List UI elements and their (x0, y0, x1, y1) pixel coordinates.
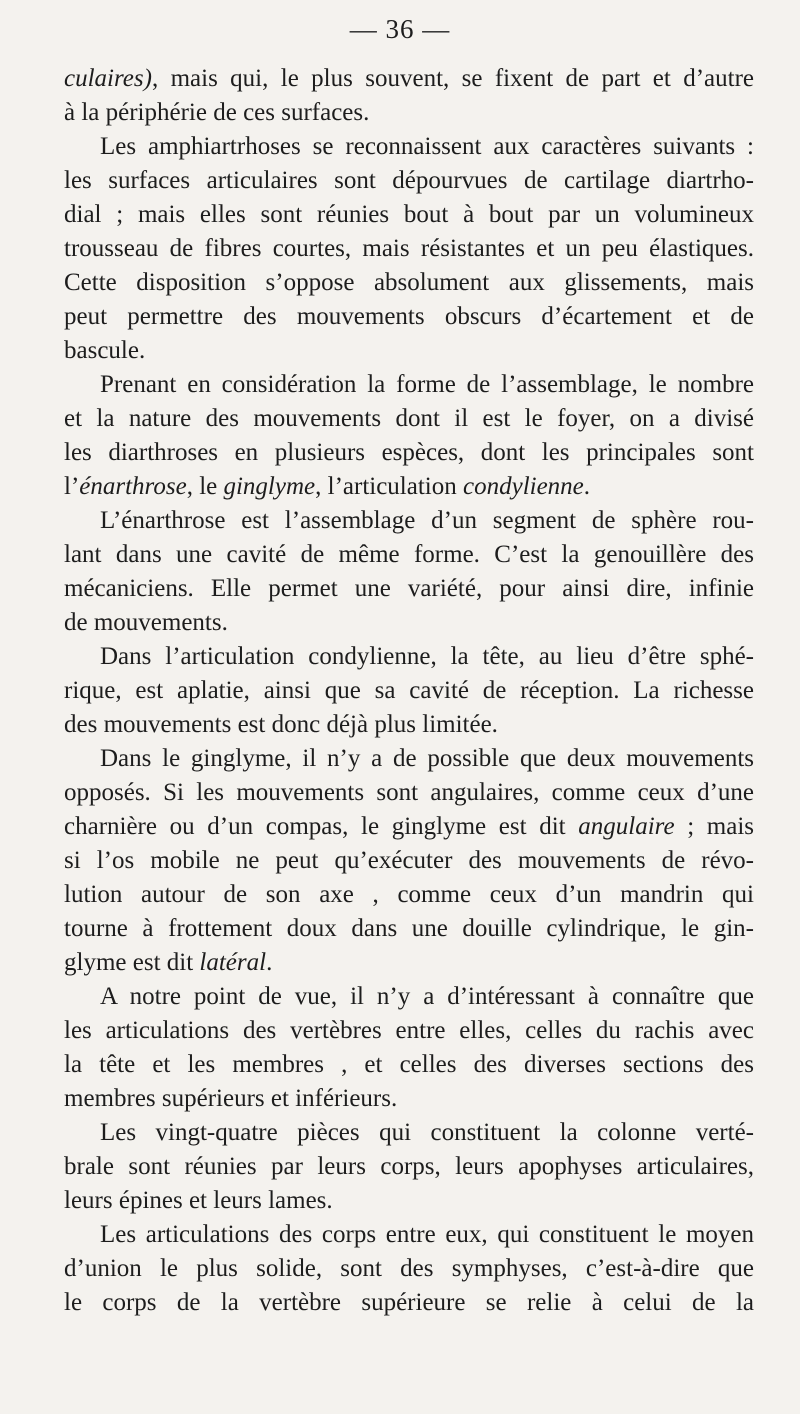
text-line (64, 606, 754, 640)
text-segment: rique, est aplatie, ainsi que sa cavité de réception. La richesse (64, 677, 754, 704)
text-line (64, 96, 754, 130)
italic-term: énarthrose (79, 473, 187, 500)
text-line (64, 402, 754, 436)
text-segment: la tête et les membres , et celles des diverses sections des (64, 1051, 754, 1078)
italic-term: condylienne (463, 473, 584, 500)
text-line (64, 1184, 754, 1218)
text-segment: charnière ou d’un compas, le ginglyme est dit (64, 813, 579, 840)
text-line (64, 1082, 754, 1116)
text-line (64, 674, 754, 708)
text-segment: Dans l’articulation condylienne, la tête, au lieu d’être sphé- (100, 643, 754, 670)
italic-term: culaires) (64, 65, 152, 92)
text-segment: Les amphiartrhoses se reconnaissent aux caractères suivants : (100, 133, 754, 160)
text-segment: Les vingt-quatre pièces qui constituent la colonne verté- (100, 1119, 754, 1146)
text-segment: si l’os mobile ne peut qu’exécuter des mouvements de révo- (64, 847, 754, 874)
text-segment: l’ (64, 473, 80, 500)
text-line (64, 300, 754, 334)
text-segment: glyme est dit (64, 949, 200, 976)
text-segment: de mouvements. (64, 609, 228, 636)
text-line (64, 946, 754, 980)
text-segment: des mouvements est donc déjà plus limitée. (64, 711, 498, 738)
text-segment: opposés. Si les mouvements sont angulaires, comme ceux d’une (64, 779, 754, 806)
page-number: — 36 — (349, 14, 451, 44)
text-line (64, 776, 754, 810)
text-segment: leurs épines et leurs lames. (64, 1187, 333, 1214)
text-line (64, 980, 754, 1014)
italic-term: ginglyme (223, 473, 316, 500)
body-text (64, 62, 754, 1320)
text-segment: Dans le ginglyme, il n’y a de possible que deux mouvements (100, 745, 754, 772)
text-line (64, 1048, 754, 1082)
text-segment: , mais qui, le plus souvent, se fixent de part et d’autre (151, 65, 754, 92)
text-line (64, 232, 754, 266)
text-segment: mécaniciens. Elle permet une variété, pour ainsi dire, infinie (64, 575, 754, 602)
text-line (64, 640, 754, 674)
text-segment: L’énarthrose est l’assemblage d’un segment de sphère rou- (100, 507, 754, 534)
text-line (64, 810, 754, 844)
text-line (64, 708, 754, 742)
text-line (64, 164, 754, 198)
text-line (64, 1218, 754, 1252)
text-segment: lution autour de son axe , comme ceux d’un mandrin qui (64, 881, 754, 908)
text-segment: . (266, 949, 273, 976)
text-line (64, 1116, 754, 1150)
text-segment: , l’articulation (315, 473, 463, 500)
text-segment: les diarthroses en plusieurs espèces, dont les principales sont (64, 439, 754, 466)
text-segment: les articulations des vertèbres entre elles, celles du rachis avec (64, 1017, 754, 1044)
text-line (64, 742, 754, 776)
text-line (64, 266, 754, 300)
text-segment: trousseau de fibres courtes, mais résistantes et un peu élastiques. (64, 235, 754, 262)
italic-term: angulaire (578, 813, 675, 840)
text-segment: . (583, 473, 591, 500)
text-segment: Les articulations des corps entre eux, qui constituent le moyen (100, 1221, 754, 1248)
text-segment: lant dans une cavité de même forme. C’est la genouillère des (64, 541, 754, 568)
text-segment: brale sont réunies par leurs corps, leurs apophyses articulaires, (64, 1153, 754, 1180)
text-segment: dial ; mais elles sont réunies bout à bout par un volumineux (64, 201, 754, 228)
text-segment: le corps de la vertèbre supérieure se relie à celui de la (64, 1289, 754, 1316)
text-line (64, 470, 754, 504)
text-line (64, 368, 754, 402)
text-segment: d’union le plus solide, sont des symphyses, c’est-à-dire que (64, 1255, 754, 1282)
text-segment: tourne à frottement doux dans une douille cylindrique, le gin- (64, 915, 754, 942)
text-segment: ; mais (674, 813, 755, 840)
text-line (64, 538, 754, 572)
text-line (64, 844, 754, 878)
text-line (64, 878, 754, 912)
text-line (64, 912, 754, 946)
text-line (64, 1286, 754, 1320)
text-line (64, 436, 754, 470)
text-line (64, 1014, 754, 1048)
text-segment: membres supérieurs et inférieurs. (64, 1085, 398, 1112)
text-segment: les surfaces articulaires sont dépourvues de cartilage diartrho- (64, 167, 754, 194)
text-line (64, 334, 754, 368)
text-segment: bascule. (64, 337, 146, 364)
text-segment: Prenant en considération la forme de l’assemblage, le nombre (100, 371, 754, 398)
text-line (64, 572, 754, 606)
text-segment: , le (186, 473, 224, 500)
text-line (64, 62, 754, 96)
text-line (64, 130, 754, 164)
text-segment: A notre point de vue, il n’y a d’intéressant à connaître que (100, 983, 754, 1010)
text-segment: à la périphérie de ces surfaces. (64, 99, 370, 126)
text-segment: et la nature des mouvements dont il est le foyer, on a divisé (64, 405, 754, 432)
text-line (64, 504, 754, 538)
text-segment: Cette disposition s’oppose absolument aux glissements, mais (64, 269, 754, 296)
text-line (64, 1252, 754, 1286)
text-line (64, 1150, 754, 1184)
text-line (64, 198, 754, 232)
text-segment: peut permettre des mouvements obscurs d’écartement et de (64, 303, 754, 330)
italic-term: latéral (199, 949, 267, 976)
